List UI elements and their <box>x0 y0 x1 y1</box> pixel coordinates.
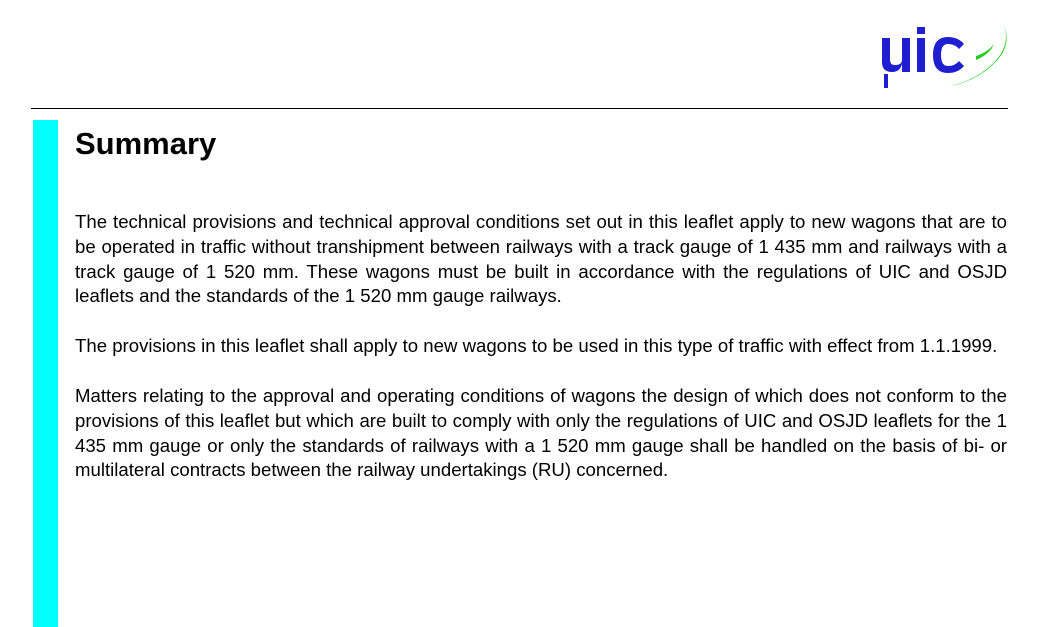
summary-section <box>75 122 1007 483</box>
summary-paragraph-3: Matters relating to the approval and operating conditions of wagons the design of which does not conform to the provisions of this leaflet but which are built to comply with only the regulations of UIC and OSJD leaflets for the 1 435 mm gauge or only the standards of railways with a 1 520 mm gauge shall be handled on the basis of bi- or multilateral contracts between the railway undertakings (RU) concerned. <box>75 384 1007 481</box>
uic-logo-mark <box>876 18 1012 94</box>
summary-paragraph-2: The provisions in this leaflet shall apply to new wagons to be used in this type of traffic with effect from 1.1.1999. <box>75 335 998 357</box>
summary-paragraph-1: The technical provisions and technical approval conditions set out in this leaflet apply to new wagons that are to be operated in traffic without transhipment between railways with a track gauge of 1 435 mm and railways with a track gauge of 1 520 mm. These wagons must be built in accordance with the regulations of UIC and OSJD leaflets and the standards of the 1 520 mm gauge railways. <box>75 211 1007 307</box>
header-rule <box>31 108 1008 109</box>
page-title: Summary <box>75 126 217 161</box>
accent-side-bar <box>33 120 58 627</box>
uic-logo <box>876 18 1012 94</box>
